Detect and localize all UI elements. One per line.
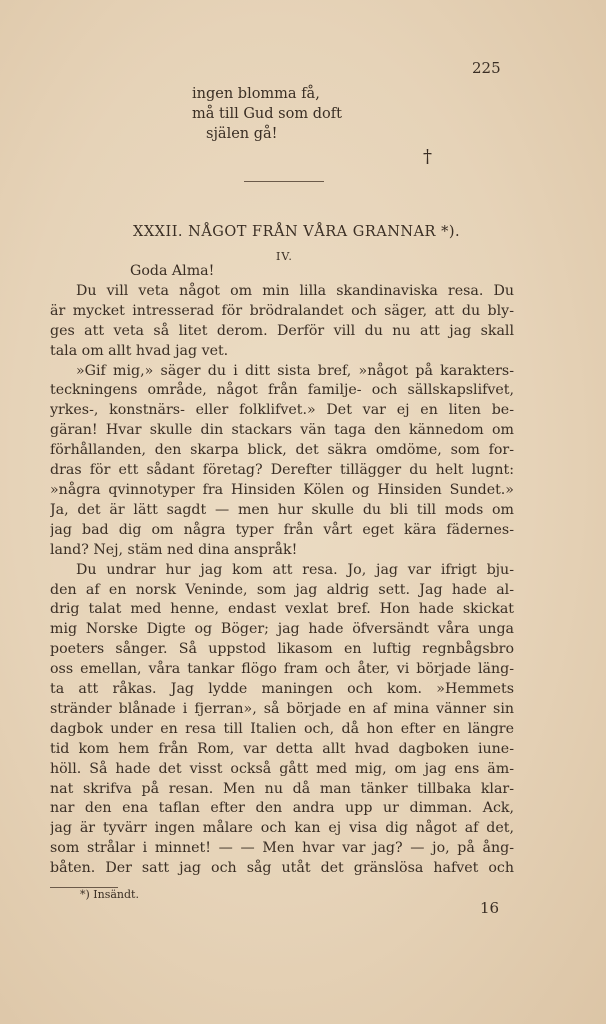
poem-line: själen gå! [206, 126, 278, 142]
text-line: stränder blånade i fjerran», så började en af mina vänner sin [50, 700, 514, 717]
text-line: nar den ena taflan efter den andra upp ur dimman. Ack, [50, 800, 514, 817]
footnote: *) Insändt. [80, 888, 139, 901]
text-line: teckningens område, något från familje- och sällskapslifvet, [50, 382, 514, 399]
text-line: båten. Der satt jag och såg utåt det gränslösa hafvet och [50, 860, 514, 877]
text-line: den af en norsk Veninde, som jag aldrig sett. Jag hade al- [50, 581, 514, 598]
text-line: »några qvinnotyper fra Hinsiden Kölen og Hinsiden Sundet.» [50, 481, 514, 498]
text-line: Du undrar hur jag kom att resa. Jo, jag var ifrigt bju- [76, 561, 514, 578]
page-number: 225 [472, 59, 501, 77]
text-line: tid kom hem från Rom, var detta allt hvad dagboken iune- [50, 740, 514, 757]
poem-line: ingen blomma få, [192, 86, 320, 102]
text-line: ges att veta så litet derom. Derför vill du nu att jag skall [50, 322, 514, 339]
text-line: jag bad dig om några typer från vårt eget kära fädernes- [50, 521, 514, 538]
text-line: är mycket intresserad för brödralandet och säger, att du bly- [50, 302, 514, 319]
section-subheading: IV. [276, 250, 293, 263]
text-line: som strålar i minnet! — — Men hvar var jag? — jo, på ång- [50, 840, 514, 857]
text-line: förhållanden, den skarpa blick, det säkra omdöme, som for- [50, 442, 514, 459]
text-line: ta att råkas. Jag lydde maningen och kom. »Hemmets [50, 681, 514, 698]
text-line: yrkes-, konstnärs- eller folklifvet.» Det var ej en liten be- [50, 402, 514, 419]
section-divider [244, 181, 324, 182]
greeting-line: Goda Alma! [130, 263, 215, 279]
text-line: dagbok under en resa till Italien och, då hon efter en längre [50, 720, 514, 737]
text-line: jag är tyvärr ingen målare och kan ej visa dig något af det, [50, 820, 514, 837]
text-line: gäran! Hvar skulle din stackars vän taga den kännedom om [50, 422, 514, 439]
text-line: Ja, det är lätt sagdt — men hur skulle du bli till mods om [50, 501, 514, 518]
body-text [50, 262, 514, 879]
text-line: land? Nej, stäm ned dina anspråk! [50, 541, 298, 558]
text-line: höll. Så hade det visst också gått med mig, om jag ens äm- [50, 760, 514, 777]
poem-line: må till Gud som doft [192, 106, 342, 122]
text-line: »Gif mig,» säger du i ditt sista bref, »något på karakters- [76, 362, 514, 379]
text-line: drig talat med henne, endast vexlat bref. Hon hade skickat [50, 601, 514, 618]
section-heading: XXXII. NÅGOT FRÅN VÅRA GRANNAR *). [133, 224, 461, 240]
text-line: mig Norske Digte og Böger; jag hade öfversändt våra unga [50, 621, 514, 638]
dagger-mark: † [423, 146, 432, 167]
text-line: Du vill veta något om min lilla skandinaviska resa. Du [76, 282, 514, 299]
text-line: nat skrifva på resan. Men nu då man tänker tillbaka klar- [50, 780, 514, 797]
signature-mark: 16 [480, 899, 500, 917]
poem-stanza [192, 84, 342, 144]
text-line: oss emellan, våra tankar flögo fram och åter, vi började läng- [50, 661, 514, 678]
text-line: tala om allt hvad jag vet. [50, 342, 229, 359]
text-line: dras för ett sådant företag? Derefter tillägger du helt lugnt: [50, 462, 514, 479]
text-line: poeters sånger. Så uppstod likasom en luftig regnbågsbro [50, 641, 514, 658]
